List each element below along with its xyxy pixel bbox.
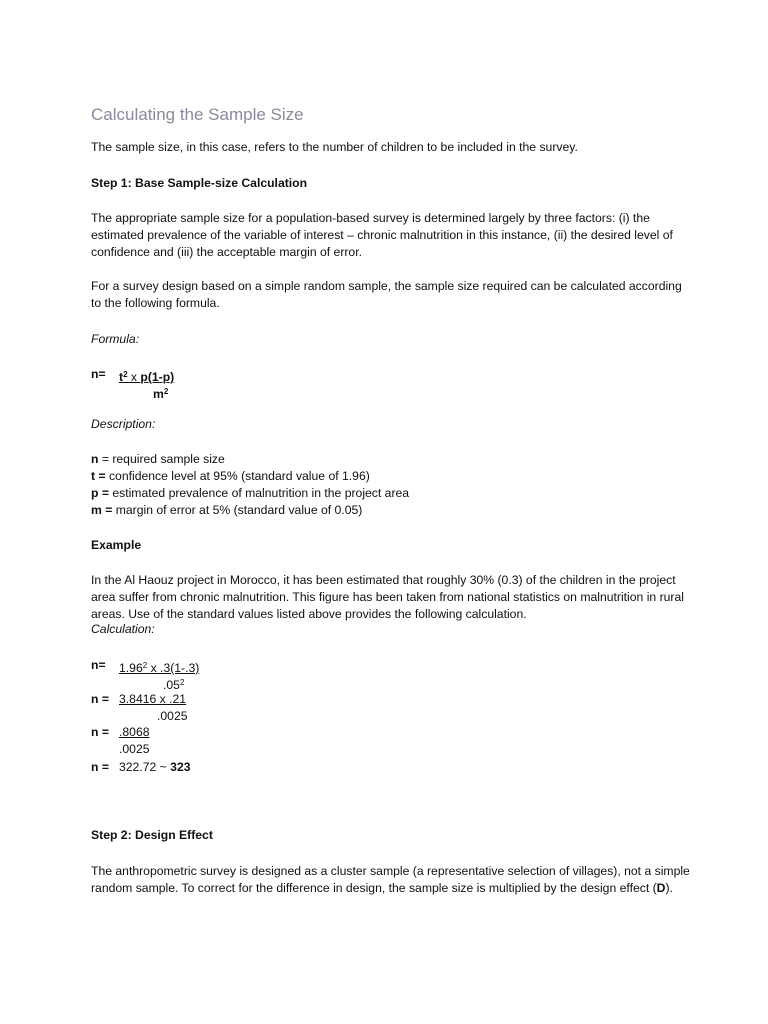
step2-heading: Step 2: Design Effect <box>91 828 213 842</box>
definition-p: p = estimated prevalence of malnutrition in the project area <box>91 486 410 500</box>
description-label: Description: <box>91 417 156 431</box>
intro-paragraph: The sample size, in this case, refers to the number of children to be included in the survey. <box>91 140 578 154</box>
step1-heading: Step 1: Base Sample-size Calculation <box>91 176 308 190</box>
calc-4-lhs: n = <box>91 760 109 774</box>
calc-2-numerator: 3.8416 x .21 <box>119 692 187 706</box>
calc-1-denominator: $.05^2$ <box>163 678 185 692</box>
step1-paragraph-1: The appropriate sample size for a population-based survey is determined largely by three factors: (i) the estimated prevalence of the variable of interest – chronic malnutrition in this instance, (ii) the desired level of confidence and (iii) the acceptable margin of error. <box>91 211 673 259</box>
calc-4-result: 322.72 ~ 323 <box>119 760 191 774</box>
definition-m: m = margin of error at 5% (standard value of 0.05) <box>91 503 363 517</box>
calc-1-lhs: n= <box>91 658 106 672</box>
calc-3-numerator: .8068 <box>119 725 150 739</box>
calc-3-lhs: n = <box>91 725 109 739</box>
calculation-label: Calculation: <box>91 622 155 636</box>
example-paragraph: In the Al Haouz project in Morocco, it has been estimated that roughly 30% (0.3) of the children in the project area suffer from chronic malnutrition. This figure has been taken from national statistics on malnutrition in rural areas. Use of the standard values listed above provides the following calculation. <box>91 573 684 621</box>
definition-n: n = required sample size <box>91 452 225 466</box>
example-heading: Example <box>91 538 142 552</box>
definition-t: t = confidence level at 95% (standard value of 1.96) <box>91 469 370 483</box>
formula-numerator: $t^2$ x p(1-p) <box>119 370 175 384</box>
step1-paragraph-2: For a survey design based on a simple random sample, the sample size required can be calculated according to the following formula. <box>91 279 682 310</box>
calc-1-numerator: 1.96$^2$ x .3(1-.3) <box>119 661 200 675</box>
calc-2-denominator: .0025 <box>157 709 188 723</box>
step2-paragraph: The anthropometric survey is designed as a cluster sample (a representative selection of villages), not a simple random sample. To correct for the difference in design, the sample size is multiplied by the design effect (D). <box>91 864 690 895</box>
formula-label: Formula: <box>91 332 140 346</box>
formula-lhs: n= <box>91 367 106 381</box>
formula-denominator: $m^2$ <box>153 387 169 401</box>
calc-2-lhs: n = <box>91 692 109 706</box>
calc-3-denominator: .0025 <box>119 742 150 756</box>
page-title: Calculating the Sample Size <box>91 105 304 124</box>
